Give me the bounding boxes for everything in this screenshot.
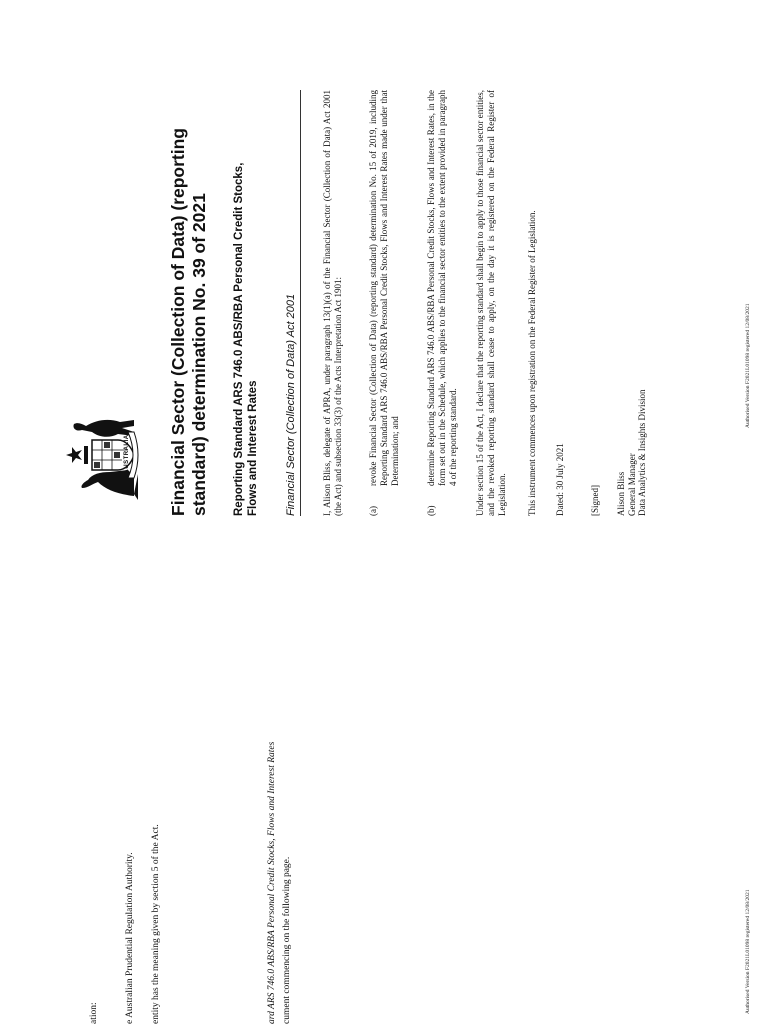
act-name: Financial Sector (Collection of Data) Act 2001 xyxy=(285,293,297,516)
title-divider xyxy=(300,90,301,516)
crest-label: AUSTRALIA xyxy=(124,434,130,474)
title-line-2: standard) determination No. 39 of 2021 xyxy=(189,193,209,516)
page-title xyxy=(168,76,210,516)
list-item-b-text: determine Reporting Standard ARS 746.0 ABS/RBA Personal Credit Stocks, Flows and Interest Rates, in the form set out in the Schedule, which applies to the financial sector entities to the extent provided in paragraph 4 of the reporting standard. xyxy=(426,90,458,486)
fragment-line-4: ard ARS 746.0 ABS/RBA Personal Credit Stocks, Flows and Interest Rates xyxy=(267,741,277,1024)
section-15-paragraph: Under section 15 of the Act, I declare that the reporting standard shall begin to apply to those financial sector entities, and the revoked reporting standard shall cease to apply, on the day it is registered on the Federal Register of Legislation. xyxy=(475,90,507,516)
subtitle-line-2: Flows and Interest Rates xyxy=(246,380,259,516)
signatory-block xyxy=(616,90,648,516)
fragment-line-3: entity has the meaning given by section 5 of the Act. xyxy=(151,824,161,1024)
list-item-a-label: (a) xyxy=(368,506,378,516)
title-line-1: Financial Sector (Collection of Data) (reporting xyxy=(168,128,188,516)
dated-line: Dated: 30 July 2021 xyxy=(555,443,565,516)
signatory-title: General Manager xyxy=(626,453,637,516)
intro-paragraph: I, Alison Bliss, delegate of APRA, under paragraph 13(1)(a) of the Financial Sector (Collection of Data) Act 2001 (the Act) and subsection 33(3) of the Acts Interpretation Act 1901: xyxy=(322,90,343,516)
list-item-a xyxy=(368,90,401,516)
signatory-division: Data Analytics & Insights Division xyxy=(637,389,647,516)
page-subtitle xyxy=(233,76,260,516)
signatory-name: Alison Bliss xyxy=(616,471,626,516)
subtitle-line-1: Reporting Standard ARS 746.0 ABS/RBA Personal Credit Stocks, xyxy=(233,162,245,516)
list-item-b xyxy=(426,90,459,516)
fragment-line-2: e Australian Prudential Regulation Authority. xyxy=(125,852,135,1024)
right-page-footer: Authorised Version F2021L01098 registered 12/08/2021 xyxy=(745,303,751,428)
commencement-paragraph: This instrument commences upon registration on the Federal Register of Legislation. xyxy=(527,210,537,516)
signed-marker: [Signed] xyxy=(590,485,600,516)
left-page-footer: Authorised Version F2021L01098 registered 12/08/2021 xyxy=(745,889,751,1014)
coat-of-arms-icon xyxy=(62,406,140,504)
list-item-b-label: (b) xyxy=(426,505,436,516)
fragment-line-1: ation: xyxy=(89,1002,99,1024)
fragment-line-5: cument commencing on the following page. xyxy=(282,856,292,1024)
list-item-a-text: revoke Financial Sector (Collection of Data) (reporting standard) determination No. 15 of 2019, including Reporting Standard ARS 746.0 ABS/RBA Personal Credit Stocks, Flows and Interest Rates made under that Determination; and xyxy=(368,90,400,486)
